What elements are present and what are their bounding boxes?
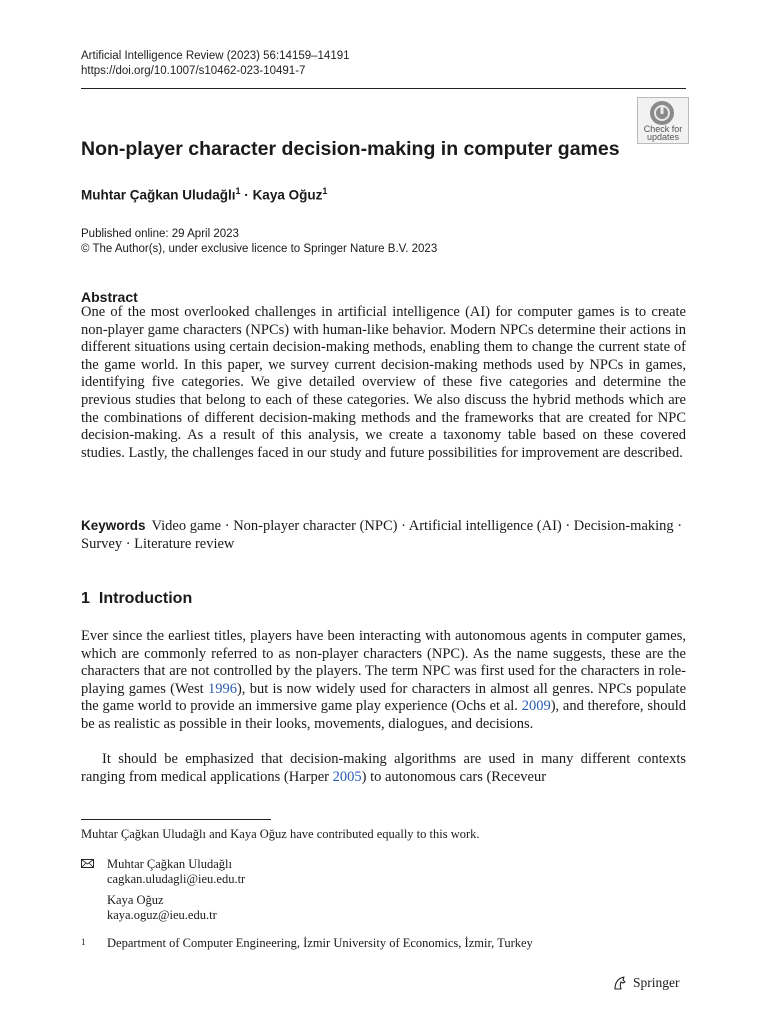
author2-name: Kaya Oğuz bbox=[107, 893, 164, 907]
keywords bbox=[81, 517, 686, 553]
abstract-text: One of the most overlooked challenges in artificial intelligence (AI) for computer games is to create non-player game characters (NPCs) with human-like behavior. Modern NPCs determine their actions in different situations using certain decision-making methods, enabling them to change the current state of the game world. In this paper, we survey current decision-making methods used by NPCs in games, identifying five categories. We give detailed overview of these five categories and determine the previous studies that belong to each of these categories. We also discuss the hybrid methods which are the combinations of different decision-making methods and the frameworks that are created for NPC decision-making. As a result of this analysis, we create a taxonomy table based on these covered studies. Lastly, the challenges faced in our study and future possibilities for improvement are described. bbox=[81, 304, 686, 461]
copyright-notice: © The Author(s), under exclusive licence to Springer Nature B.V. 2023 bbox=[81, 243, 438, 255]
section-number: 1 bbox=[81, 590, 90, 607]
badge-label-line2: updates bbox=[646, 132, 680, 142]
citation-link[interactable]: 2005 bbox=[332, 768, 362, 785]
author-name-2[interactable]: Kaya Oğuz bbox=[252, 187, 323, 203]
intro-paragraph-2: It should be emphasized that decision-making algorithms are used in many different contexts ranging from medical applications (Harper 2005) to autonomous cars (Receveur bbox=[81, 751, 686, 785]
author-affiliation-1: 1 bbox=[235, 186, 241, 196]
contribution-note: Muhtar Çağkan Uludağlı and Kaya Oğuz have contributed equally to this work. bbox=[81, 827, 480, 841]
publisher-logo bbox=[612, 975, 680, 991]
citation-link[interactable]: 1996 bbox=[207, 680, 237, 697]
affiliation-number: 1 bbox=[81, 937, 86, 947]
author-separator: · bbox=[244, 187, 249, 203]
keywords-label: Keywords bbox=[81, 518, 146, 533]
author-affiliation-2: 1 bbox=[322, 186, 328, 196]
journal-citation: Artificial Intelligence Review (2023) 56:14159–14191 bbox=[81, 50, 350, 62]
section-heading-introduction bbox=[81, 590, 192, 608]
section-title: Introduction bbox=[98, 590, 193, 607]
citation-link[interactable]: 2009 bbox=[521, 698, 551, 715]
author1-email[interactable]: cagkan.uludagli@ieu.edu.tr bbox=[107, 872, 246, 886]
intro-paragraph-1: Ever since the earliest titles, players have been interacting with autonomous agents in computer games, which are commonly referred to as non-player characters (NPC). As the name suggests, these are the characters that are not controlled by the players. The term NPC was first used for the characters in role-playing games (West 1996), but is now widely used for characters in almost all genres. NPCs populate the game world to provide an immersive game play experience (Ochs et al. 2009), and therefore, should be as realistic as possible in their looks, movements, dialogues, and decisions. bbox=[81, 628, 687, 732]
envelope-icon bbox=[81, 859, 94, 868]
abstract-heading: Abstract bbox=[81, 289, 138, 305]
header-rule bbox=[81, 88, 686, 89]
publisher-name: Springer bbox=[633, 975, 680, 990]
published-date: Published online: 29 April 2023 bbox=[81, 228, 239, 240]
footnote-rule bbox=[81, 819, 271, 820]
author-list bbox=[81, 186, 327, 203]
author-name-1[interactable]: Muhtar Çağkan Uludağlı bbox=[81, 187, 236, 203]
check-for-updates-icon bbox=[650, 101, 674, 125]
badge-label-line1: Check for bbox=[643, 124, 683, 134]
paper-title: Non-player character decision-making in computer games bbox=[81, 138, 620, 160]
author2-email[interactable]: kaya.oguz@ieu.edu.tr bbox=[107, 908, 217, 922]
check-for-updates-badge[interactable] bbox=[637, 97, 689, 144]
doi-link[interactable]: https://doi.org/10.1007/s10462-023-10491-7 bbox=[81, 65, 306, 77]
keywords-list: Video game · Non-player character (NPC) · Artificial intelligence (AI) · Decision-making · Survey · Literature review bbox=[81, 518, 683, 552]
affiliation-text: Department of Computer Engineering, İzmir University of Economics, İzmir, Turkey bbox=[107, 936, 533, 950]
author1-name: Muhtar Çağkan Uludağlı bbox=[107, 857, 232, 871]
springer-horse-icon bbox=[612, 975, 628, 991]
